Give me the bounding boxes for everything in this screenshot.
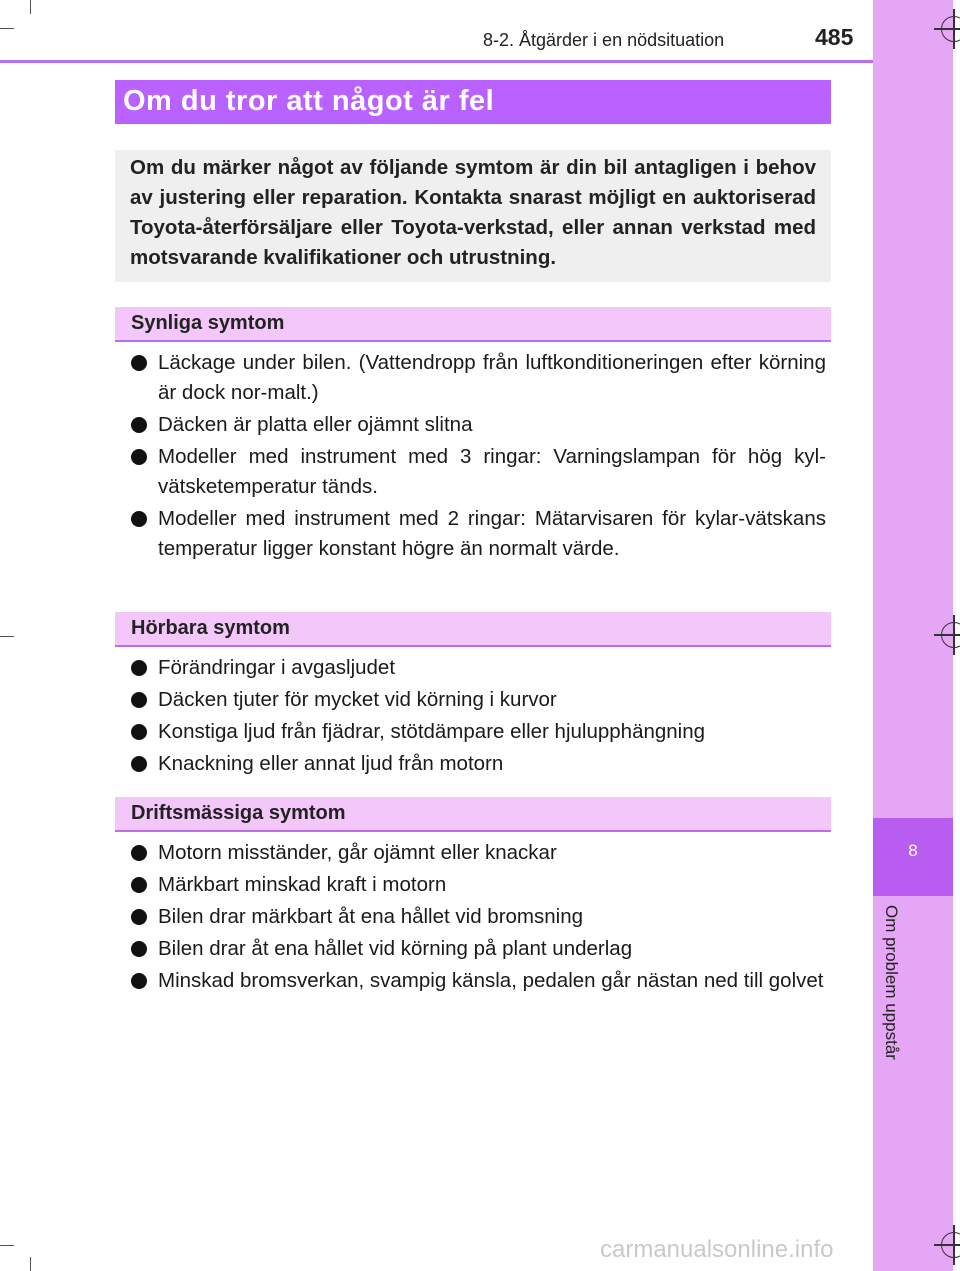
bullet-icon [131, 877, 147, 893]
bullet-icon [131, 692, 147, 708]
list-item-text: Minskad bromsverkan, svampig känsla, pedalen går nästan ned till golvet [158, 969, 824, 992]
crop-mark [30, 0, 31, 14]
list-item-text: Konstiga ljud från fjädrar, stötdämpare eller hjulupphängning [158, 720, 706, 743]
list-item [128, 348, 826, 408]
page-number: 485 [815, 24, 854, 50]
list-item-text: Modeller med instrument med 2 ringar: Mätarvisaren för kylar-vätskans temperatur ligger konstant högre än normalt värde. [158, 507, 826, 560]
crop-mark [0, 1245, 14, 1246]
list-item-text: Bilen drar åt ena hållet vid körning på plant underlag [158, 937, 633, 960]
bullet-icon [131, 660, 147, 676]
list-item [128, 749, 826, 779]
bullet-icon [131, 355, 147, 371]
crop-mark [0, 636, 14, 637]
list-item [128, 717, 826, 747]
section-heading-visible [115, 307, 831, 342]
header-section-title: 8-2. Åtgärder i en nödsituation [483, 30, 725, 50]
crop-mark [0, 28, 14, 29]
list-item-text: Knackning eller annat ljud från motorn [158, 752, 504, 775]
list-item-text: Märkbart minskad kraft i motorn [158, 873, 447, 896]
chapter-number-tab: 8 [873, 818, 953, 896]
list-item-text: Förändringar i avgasljudet [158, 656, 396, 679]
list-item [128, 653, 826, 683]
bullet-icon [131, 845, 147, 861]
intro-text: Om du märker något av följande symtom är din bil antagligen i behov av justering eller reparation. Kontakta snarast möjligt en auktoriserad Toyota-återförsäljare eller Toyota-verkstad, eller annan verkstad med motsvarande kvalifikationer och utrustning. [130, 156, 816, 269]
section-heading-text: Synliga symtom [131, 312, 285, 334]
operational-symptoms-list [128, 838, 826, 998]
registration-mark [941, 1232, 960, 1258]
list-item-text: Modeller med instrument med 3 ringar: Varningslampan för hög kyl-vätsketemperatur tänds. [158, 445, 826, 498]
chapter-label [873, 905, 913, 1105]
registration-mark [941, 622, 960, 648]
list-item [128, 966, 826, 996]
list-item [128, 870, 826, 900]
list-item-text: Däcken tjuter för mycket vid körning i kurvor [158, 688, 557, 711]
section-heading-operational [115, 797, 831, 832]
page-title: Om du tror att något är fel [123, 85, 495, 117]
list-item [128, 410, 826, 440]
bullet-icon [131, 941, 147, 957]
list-item [128, 838, 826, 868]
bullet-icon [131, 756, 147, 772]
list-item [128, 934, 826, 964]
section-heading-text: Hörbara symtom [131, 617, 290, 639]
audible-symptoms-list [128, 653, 826, 781]
bullet-icon [131, 724, 147, 740]
list-item [128, 442, 826, 502]
bullet-icon [131, 449, 147, 465]
list-item-text: Läckage under bilen. (Vattendropp från luftkonditioneringen efter körning är dock nor-malt.) [158, 351, 826, 404]
section-heading-text: Driftsmässiga symtom [131, 802, 346, 824]
list-item-text: Motorn misständer, går ojämnt eller knackar [158, 841, 557, 864]
page-title-bar [115, 80, 831, 124]
registration-mark [941, 16, 960, 42]
bullet-icon [131, 909, 147, 925]
intro-box [115, 150, 831, 282]
list-item-text: Bilen drar märkbart åt ena hållet vid bromsning [158, 905, 584, 928]
bullet-icon [131, 511, 147, 527]
bullet-icon [131, 973, 147, 989]
list-item [128, 504, 826, 564]
list-item [128, 685, 826, 715]
watermark: carmanualsonline.info [600, 1236, 834, 1263]
section-heading-audible [115, 612, 831, 647]
crop-mark [30, 1257, 31, 1271]
bullet-icon [131, 417, 147, 433]
chapter-label-text: Om problem uppstår [882, 905, 901, 1060]
header-rule [0, 60, 873, 63]
visible-symptoms-list [128, 348, 826, 566]
list-item-text: Däcken är platta eller ojämnt slitna [158, 413, 473, 436]
list-item [128, 902, 826, 932]
